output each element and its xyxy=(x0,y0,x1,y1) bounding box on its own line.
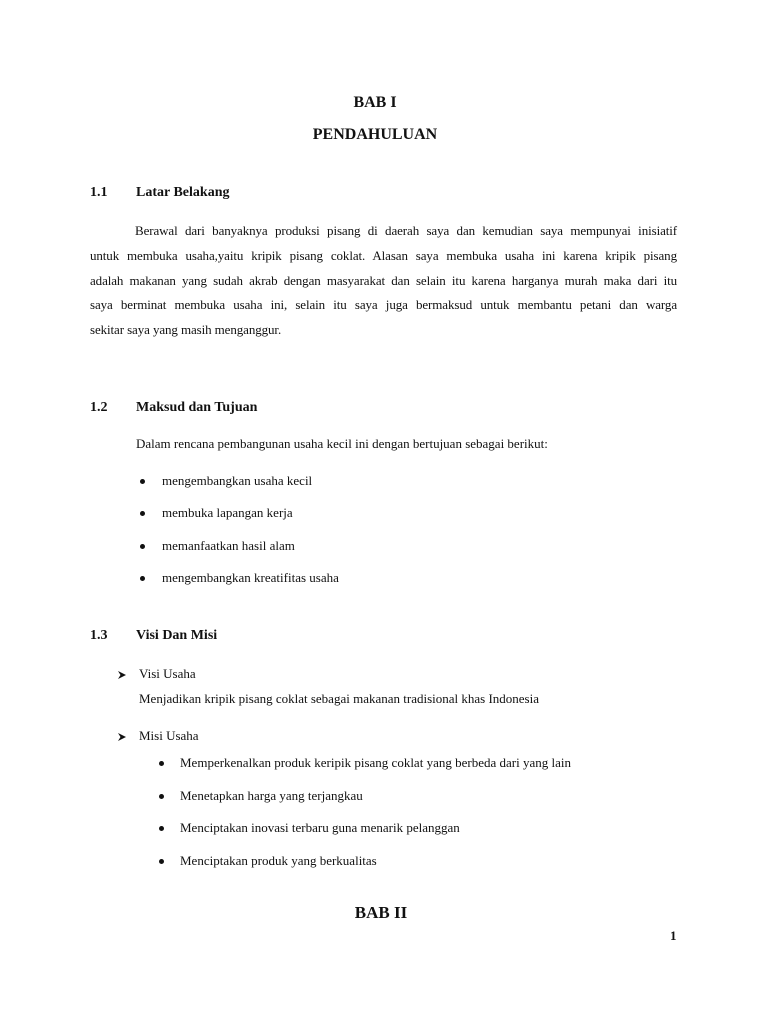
bullet-icon xyxy=(140,576,145,581)
paragraph-line: saya berminat membuka usaha ini, selain itu saya juga bermaksud untuk membantu petani dan warga xyxy=(90,297,677,313)
list-item: mengembangkan kreatifitas usaha xyxy=(162,570,339,585)
visi-label: Visi Usaha xyxy=(139,666,196,681)
bullet-icon xyxy=(140,544,145,549)
bullet-icon xyxy=(159,826,164,831)
bullet-icon xyxy=(159,794,164,799)
misi-item: Menciptakan inovasi terbaru guna menarik pelanggan xyxy=(180,820,460,835)
misi-item: Menciptakan produk yang berkualitas xyxy=(180,853,377,868)
section-title: Maksud dan Tujuan xyxy=(136,400,258,415)
list-item: membuka lapangan kerja xyxy=(162,505,293,520)
next-chapter-heading: BAB II xyxy=(354,903,408,922)
purpose-intro: Dalam rencana pembangunan usaha kecil ini dengan bertujuan sebagai berikut: xyxy=(136,436,548,451)
section-number: 1.2 xyxy=(90,400,108,415)
section-number: 1.1 xyxy=(90,185,108,200)
misi-item: Menetapkan harga yang terjangkau xyxy=(180,788,363,803)
bullet-icon xyxy=(159,859,164,864)
arrow-bullet-icon xyxy=(117,732,127,742)
list-item: mengembangkan usaha kecil xyxy=(162,473,313,488)
paragraph-line: adalah makanan yang sudah akrab dengan masyarakat dan selain itu karena harganya murah maka dari itu xyxy=(90,272,677,288)
bullet-icon xyxy=(140,511,145,516)
section-title: Latar Belakang xyxy=(136,185,230,200)
misi-item: Memperkenalkan produk keripik pisang coklat yang berbeda dari yang lain xyxy=(180,755,571,770)
arrow-bullet-icon xyxy=(117,670,127,680)
list-item: memanfaatkan hasil alam xyxy=(162,538,295,553)
page-number: 1 xyxy=(670,928,677,943)
paragraph-line: sekitar saya yang masih menganggur. xyxy=(90,322,282,338)
misi-label: Misi Usaha xyxy=(139,728,199,743)
paragraph-line: untuk membuka usaha,yaitu kripik pisang coklat. Alasan saya membuka usaha ini karena kripik pisang xyxy=(90,247,677,263)
bullet-icon xyxy=(159,761,164,766)
bullet-icon xyxy=(140,479,145,484)
chapter-title: PENDAHULUAN xyxy=(312,126,438,143)
visi-text: Menjadikan kripik pisang coklat sebagai makanan tradisional khas Indonesia xyxy=(139,691,539,706)
section-number: 1.3 xyxy=(90,628,108,643)
chapter-heading: BAB I xyxy=(353,94,397,111)
paragraph-line: Berawal dari banyaknya produksi pisang di daerah saya dan kemudian saya mempunyai inisiatif xyxy=(135,223,677,238)
section-title: Visi Dan Misi xyxy=(136,628,218,643)
background-paragraph xyxy=(90,219,677,343)
